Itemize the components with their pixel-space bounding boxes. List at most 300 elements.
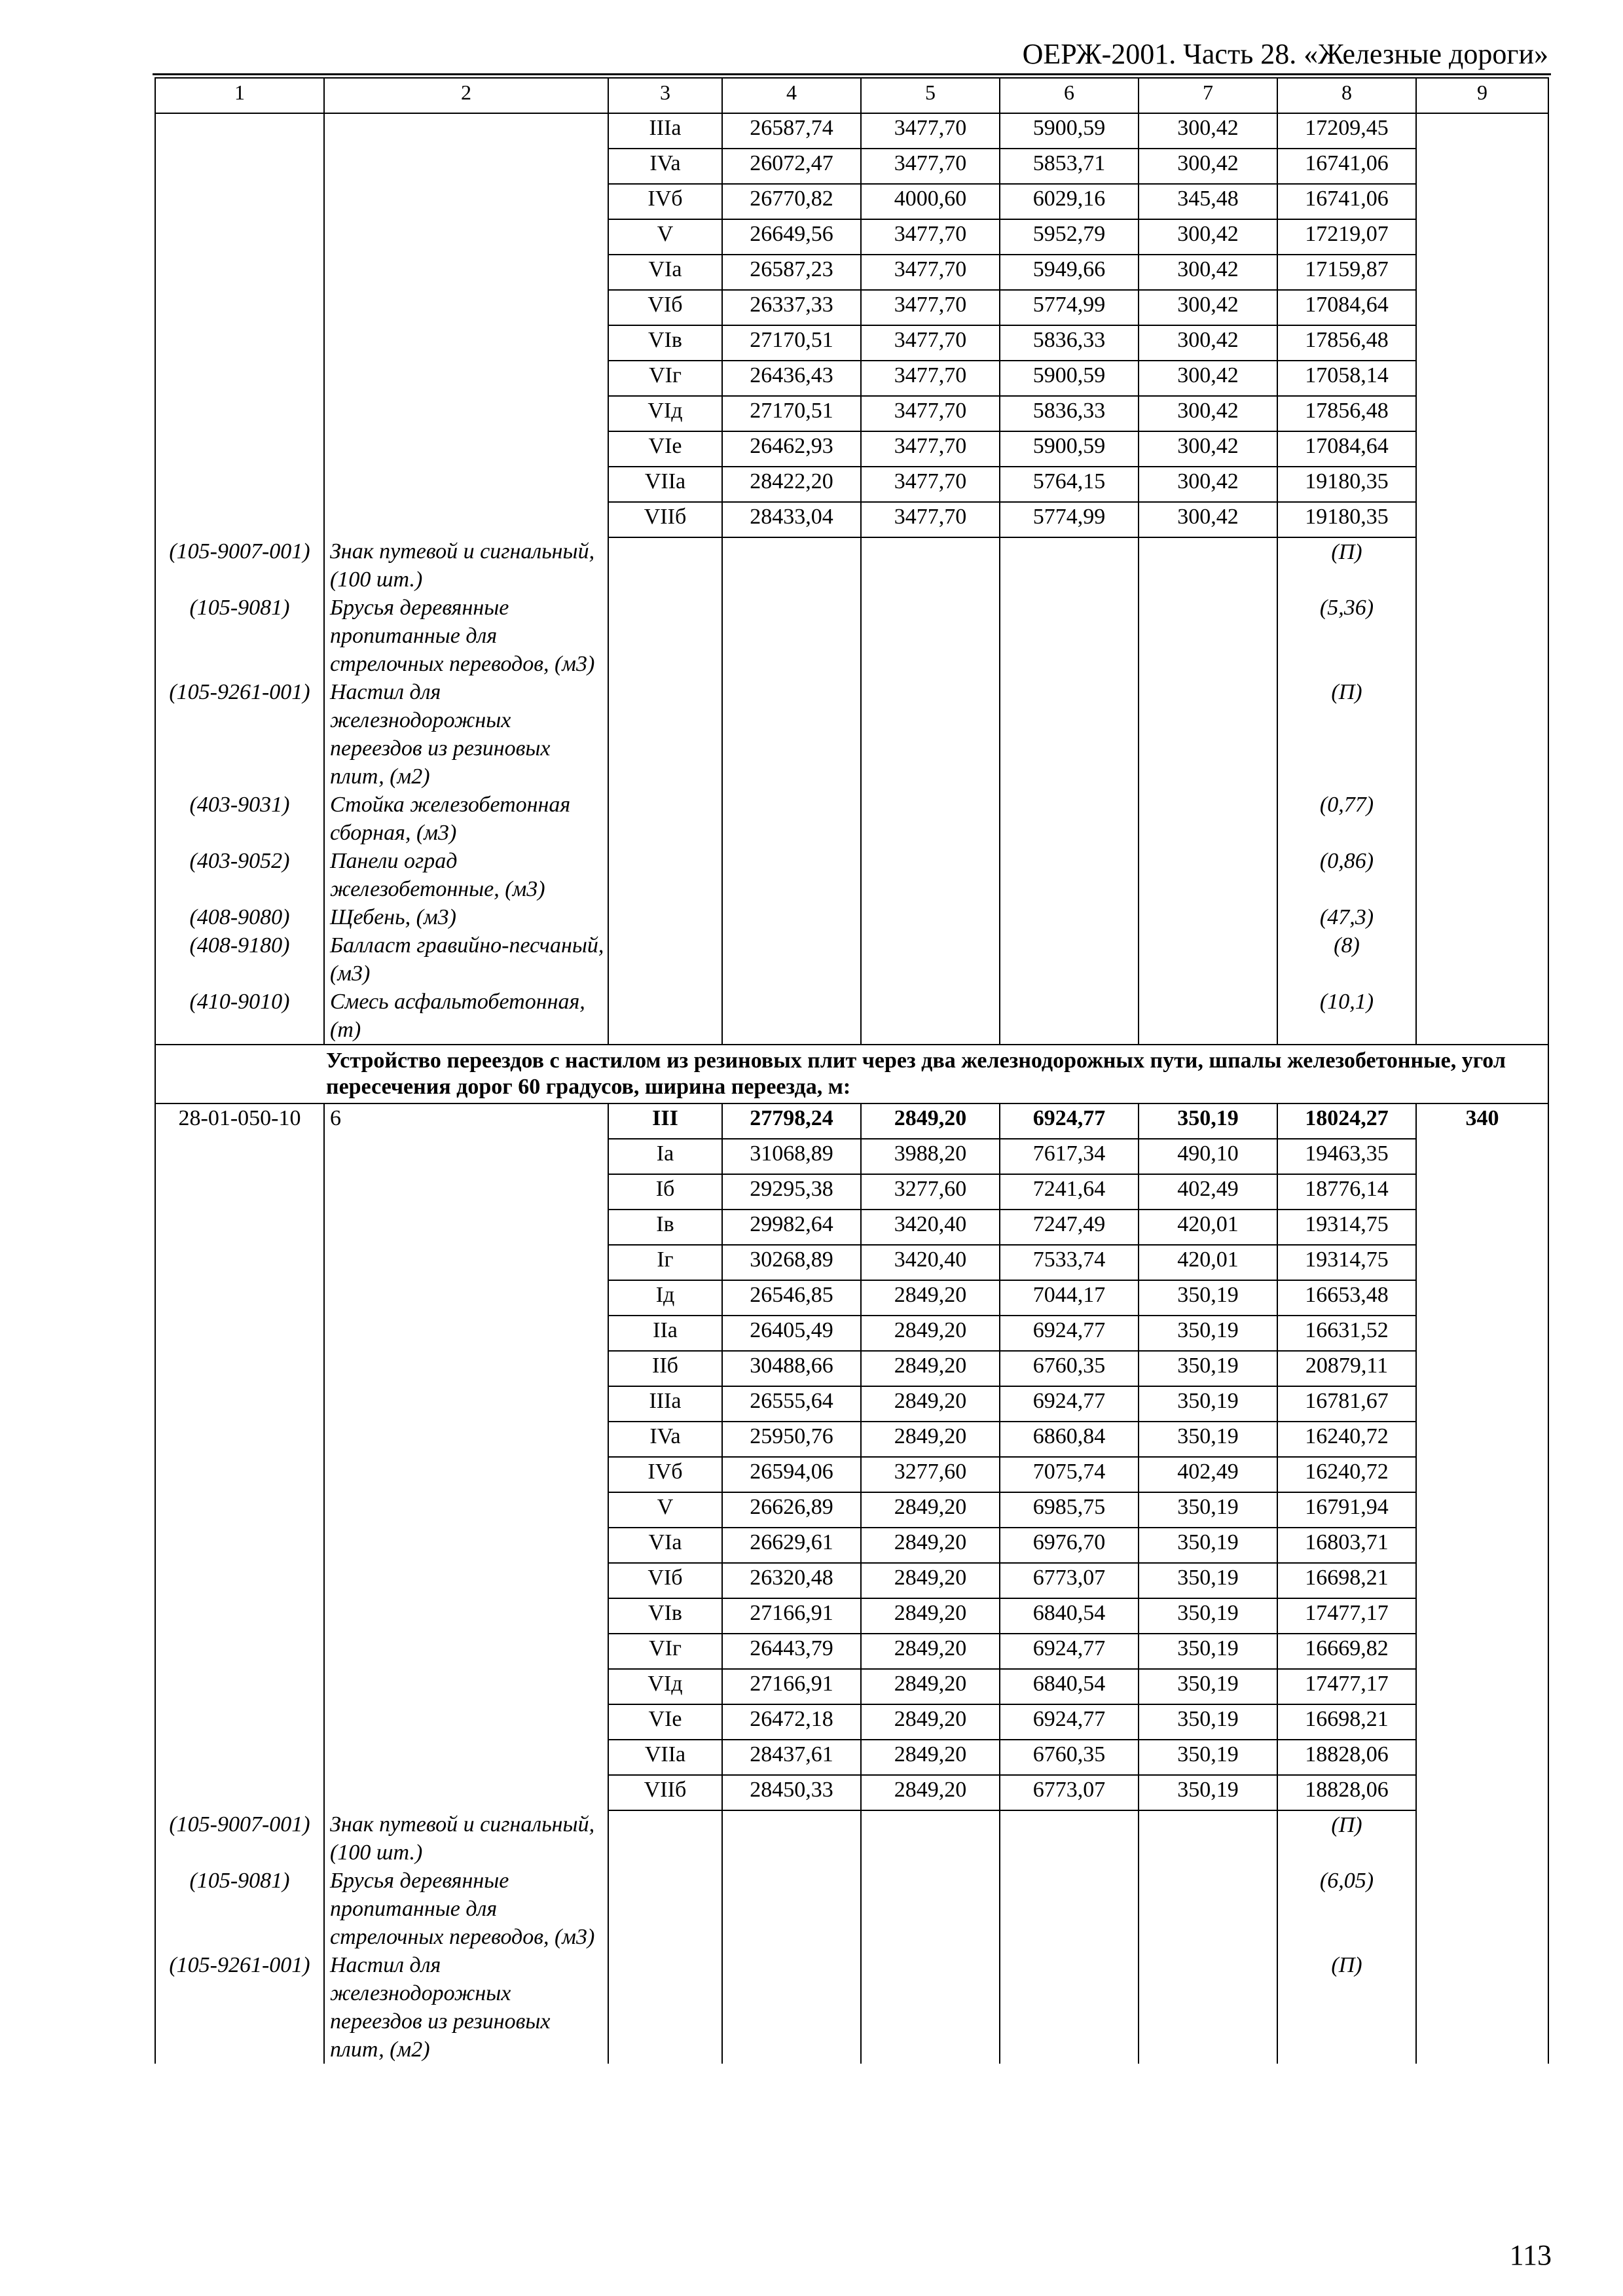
price-row: [155, 1280, 1548, 1316]
empty-cell: [1000, 1867, 1139, 1951]
material-qty: (47,3): [1277, 903, 1416, 931]
wage-cell: 2849,20: [861, 1280, 1000, 1316]
empty-cell: [155, 1174, 324, 1210]
empty-cell: [722, 847, 861, 903]
zone-cell: VIг: [608, 1634, 722, 1669]
zone-cell: VIa: [608, 1528, 722, 1563]
rate-total-cell: 26320,48: [722, 1563, 861, 1598]
empty-cell: [1000, 903, 1139, 931]
machines-cell: 5774,99: [1000, 502, 1139, 537]
empty-cell: [1000, 988, 1139, 1045]
empty-cell: [324, 1174, 608, 1210]
material-name: Настил для железнодорожных переездов из резиновых плит, (м2): [324, 1951, 608, 2064]
material-code: (403-9031): [155, 791, 324, 847]
zone-cell: Iг: [608, 1245, 722, 1280]
machines-cell: 6840,54: [1000, 1669, 1139, 1704]
machines-cell: 6760,35: [1000, 1740, 1139, 1775]
rate-total-cell: 31068,89: [722, 1139, 861, 1174]
rate-total-cell: 26587,23: [722, 255, 861, 290]
price-row: [155, 1139, 1548, 1174]
wage-cell: 4000,60: [861, 184, 1000, 219]
material-qty: (П): [1277, 537, 1416, 594]
machines-cell: 5949,66: [1000, 255, 1139, 290]
rate-total-cell: 26462,93: [722, 431, 861, 467]
zone-cell: Iд: [608, 1280, 722, 1316]
column-number: 1: [155, 78, 324, 113]
column-number: 6: [1000, 78, 1139, 113]
machines-cell: 5764,15: [1000, 467, 1139, 502]
rate-total-cell: 28433,04: [722, 502, 861, 537]
empty-cell: [608, 537, 722, 594]
zone-cell: V: [608, 219, 722, 255]
machines-cell: 5853,71: [1000, 149, 1139, 184]
column-number: 7: [1139, 78, 1277, 113]
empty-cell: [861, 931, 1000, 988]
empty-cell: [1000, 931, 1139, 988]
empty-cell: [155, 1457, 324, 1492]
empty-cell: [155, 502, 324, 537]
price-row: [155, 1210, 1548, 1245]
price-row: [155, 1245, 1548, 1280]
empty-cell: [324, 219, 608, 255]
empty-cell: [155, 1316, 324, 1351]
empty-cell: [324, 1528, 608, 1563]
machines-cell: 6985,75: [1000, 1492, 1139, 1528]
material-code: (403-9052): [155, 847, 324, 903]
materials-cell: 17856,48: [1277, 396, 1416, 431]
zone-cell: VIд: [608, 396, 722, 431]
empty-cell: [722, 594, 861, 678]
material-row: [155, 1951, 1548, 2064]
machines-cell: 5952,79: [1000, 219, 1139, 255]
empty-cell: [1416, 396, 1548, 431]
materials-cell: 19180,35: [1277, 502, 1416, 537]
empty-cell: [324, 184, 608, 219]
empty-cell: [1000, 537, 1139, 594]
empty-cell: [155, 431, 324, 467]
rate-total-cell: 26626,89: [722, 1492, 861, 1528]
machinist-wage-cell: 350,19: [1139, 1775, 1277, 1810]
rate-total-cell: 26337,33: [722, 290, 861, 325]
column-number: 2: [324, 78, 608, 113]
empty-cell: [722, 791, 861, 847]
machines-cell: 5900,59: [1000, 113, 1139, 149]
machinist-wage-cell: 490,10: [1139, 1139, 1277, 1174]
price-row: [155, 219, 1548, 255]
wage-cell: 2849,20: [861, 1775, 1000, 1810]
material-name: Настил для железнодорожных переездов из резиновых плит, (м2): [324, 678, 608, 791]
machines-cell: 5836,33: [1000, 396, 1139, 431]
machines-cell: 6029,16: [1000, 184, 1139, 219]
empty-cell: [1416, 1634, 1548, 1669]
machinist-wage-cell: 300,42: [1139, 325, 1277, 361]
empty-cell: [1416, 1210, 1548, 1245]
empty-cell: [608, 1951, 722, 2064]
wage-cell: 3988,20: [861, 1139, 1000, 1174]
rate-total-cell: 28422,20: [722, 467, 861, 502]
empty-cell: [1139, 1810, 1277, 1867]
empty-cell: [1139, 594, 1277, 678]
empty-cell: [1416, 988, 1548, 1045]
empty-cell: [1416, 255, 1548, 290]
empty-cell: [324, 1492, 608, 1528]
machines-cell: 6860,84: [1000, 1422, 1139, 1457]
empty-cell: [1416, 149, 1548, 184]
machinist-wage-cell: 420,01: [1139, 1210, 1277, 1245]
empty-cell: [155, 1422, 324, 1457]
machines-cell: 6760,35: [1000, 1351, 1139, 1386]
empty-cell: [608, 1810, 722, 1867]
empty-cell: [324, 1775, 608, 1810]
price-row: [155, 1174, 1548, 1210]
material-code: (105-9261-001): [155, 1951, 324, 2064]
rate-total-cell: 27170,51: [722, 325, 861, 361]
wage-cell: 2849,20: [861, 1740, 1000, 1775]
wage-cell: 3477,70: [861, 290, 1000, 325]
material-qty: (П): [1277, 1810, 1416, 1867]
rate-total-cell: 26546,85: [722, 1280, 861, 1316]
empty-cell: [324, 431, 608, 467]
material-row: [155, 594, 1548, 678]
machinist-wage-cell: 350,19: [1139, 1386, 1277, 1422]
materials-cell: 17058,14: [1277, 361, 1416, 396]
price-row: [155, 1422, 1548, 1457]
empty-cell: [324, 1598, 608, 1634]
empty-cell: [1000, 847, 1139, 903]
zone-cell: IIIa: [608, 113, 722, 149]
machinist-wage-cell: 300,42: [1139, 396, 1277, 431]
empty-cell: [1416, 1598, 1548, 1634]
zone-cell: IIб: [608, 1351, 722, 1386]
price-row: [155, 1634, 1548, 1669]
empty-cell: [1139, 791, 1277, 847]
material-code: (105-9261-001): [155, 678, 324, 791]
materials-cell: 18024,27: [1277, 1103, 1416, 1139]
empty-cell: [1416, 678, 1548, 791]
machinist-wage-cell: 350,19: [1139, 1351, 1277, 1386]
price-row: [155, 1563, 1548, 1598]
price-row: [155, 184, 1548, 219]
empty-cell: [1000, 594, 1139, 678]
empty-cell: [324, 1740, 608, 1775]
empty-cell: [1416, 1245, 1548, 1280]
empty-cell: [608, 847, 722, 903]
rate-total-cell: 27166,91: [722, 1669, 861, 1704]
column-number: 5: [861, 78, 1000, 113]
zone-cell: III: [608, 1103, 722, 1139]
rate-parameter: 6: [324, 1103, 608, 1139]
empty-cell: [1416, 219, 1548, 255]
zone-cell: IIIa: [608, 1386, 722, 1422]
wage-cell: 2849,20: [861, 1351, 1000, 1386]
empty-cell: [1416, 903, 1548, 931]
empty-cell: [1139, 903, 1277, 931]
empty-cell: [1000, 1810, 1139, 1867]
column-number: 8: [1277, 78, 1416, 113]
wage-cell: 2849,20: [861, 1563, 1000, 1598]
material-code: (408-9180): [155, 931, 324, 988]
material-name: Щебень, (м3): [324, 903, 608, 931]
zone-cell: VIв: [608, 1598, 722, 1634]
machinist-wage-cell: 300,42: [1139, 290, 1277, 325]
empty-cell: [324, 290, 608, 325]
rate-total-cell: 26770,82: [722, 184, 861, 219]
rate-total-cell: 29295,38: [722, 1174, 861, 1210]
empty-cell: [324, 502, 608, 537]
machinist-wage-cell: 350,19: [1139, 1598, 1277, 1634]
empty-cell: [1416, 847, 1548, 903]
machinist-wage-cell: 402,49: [1139, 1457, 1277, 1492]
zone-cell: Iб: [608, 1174, 722, 1210]
rate-code: 28-01-050-10: [155, 1103, 324, 1139]
price-row: [155, 1528, 1548, 1563]
rates-table: [155, 77, 1549, 2064]
material-code: (105-9007-001): [155, 537, 324, 594]
zone-cell: Iв: [608, 1210, 722, 1245]
wage-cell: 2849,20: [861, 1528, 1000, 1563]
empty-cell: [722, 1810, 861, 1867]
rate-total-cell: 26594,06: [722, 1457, 861, 1492]
machinist-wage-cell: 300,42: [1139, 361, 1277, 396]
machines-cell: 6924,77: [1000, 1386, 1139, 1422]
empty-cell: [861, 903, 1000, 931]
column-number-row: [155, 78, 1548, 113]
page-number: 113: [1509, 2239, 1552, 2271]
wage-cell: 3477,70: [861, 502, 1000, 537]
material-code: (105-9007-001): [155, 1810, 324, 1867]
materials-cell: 17084,64: [1277, 431, 1416, 467]
empty-cell: [608, 791, 722, 847]
empty-cell: [1139, 988, 1277, 1045]
empty-cell: [608, 988, 722, 1045]
empty-cell: [722, 1867, 861, 1951]
materials-cell: 17477,17: [1277, 1598, 1416, 1634]
zone-cell: VIд: [608, 1669, 722, 1704]
empty-cell: [324, 1351, 608, 1386]
zone-cell: Ia: [608, 1139, 722, 1174]
empty-cell: [722, 1951, 861, 2064]
section-title: Устройство переездов с настилом из резиновых плит через два железнодорожных пути, шпалы железобетонные, угол пересечения дорог 60 градусов, ширина переезда, м:: [155, 1045, 1548, 1103]
price-row: [155, 1740, 1548, 1775]
rate-total-cell: 26649,56: [722, 219, 861, 255]
machines-cell: 7533,74: [1000, 1245, 1139, 1280]
materials-cell: 19314,75: [1277, 1245, 1416, 1280]
machines-cell: 7044,17: [1000, 1280, 1139, 1316]
machines-cell: 5900,59: [1000, 431, 1139, 467]
empty-cell: [1139, 847, 1277, 903]
empty-cell: [1416, 184, 1548, 219]
machines-cell: 6976,70: [1000, 1528, 1139, 1563]
material-row: [155, 537, 1548, 594]
wage-cell: 2849,20: [861, 1598, 1000, 1634]
machinist-wage-cell: 350,19: [1139, 1634, 1277, 1669]
empty-cell: [155, 255, 324, 290]
empty-cell: [1416, 1704, 1548, 1740]
zone-cell: IIa: [608, 1316, 722, 1351]
material-qty: (5,36): [1277, 594, 1416, 678]
wage-cell: 3420,40: [861, 1210, 1000, 1245]
zone-cell: VIб: [608, 290, 722, 325]
empty-cell: [1139, 678, 1277, 791]
materials-cell: 17856,48: [1277, 325, 1416, 361]
material-name: Балласт гравийно-песчаный, (м3): [324, 931, 608, 988]
zone-cell: IVб: [608, 184, 722, 219]
machinist-wage-cell: 300,42: [1139, 149, 1277, 184]
material-code: (410-9010): [155, 988, 324, 1045]
zone-cell: VIб: [608, 1563, 722, 1598]
empty-cell: [1416, 1422, 1548, 1457]
empty-cell: [1416, 791, 1548, 847]
empty-cell: [1416, 537, 1548, 594]
machines-cell: 5774,99: [1000, 290, 1139, 325]
materials-cell: 16240,72: [1277, 1457, 1416, 1492]
materials-cell: 16240,72: [1277, 1422, 1416, 1457]
wage-cell: 3477,70: [861, 431, 1000, 467]
zone-cell: VIe: [608, 431, 722, 467]
price-row: [155, 1775, 1548, 1810]
empty-cell: [608, 1867, 722, 1951]
materials-cell: 16631,52: [1277, 1316, 1416, 1351]
price-row: [155, 396, 1548, 431]
material-row: [155, 988, 1548, 1045]
machines-cell: 5900,59: [1000, 361, 1139, 396]
empty-cell: [1416, 325, 1548, 361]
wage-cell: 3477,70: [861, 113, 1000, 149]
material-name: Стойка железобетонная сборная, (м3): [324, 791, 608, 847]
empty-cell: [1416, 594, 1548, 678]
rate-total-cell: 27798,24: [722, 1103, 861, 1139]
wage-cell: 2849,20: [861, 1103, 1000, 1139]
material-qty: (0,86): [1277, 847, 1416, 903]
empty-cell: [608, 678, 722, 791]
material-name: Знак путевой и сигнальный, (100 шт.): [324, 1810, 608, 1867]
materials-cell: 17159,87: [1277, 255, 1416, 290]
material-name: Брусья деревянные пропитанные для стрелочных переводов, (м3): [324, 594, 608, 678]
machines-cell: 7247,49: [1000, 1210, 1139, 1245]
empty-cell: [324, 1634, 608, 1669]
price-row: [155, 1704, 1548, 1740]
machines-cell: 5836,33: [1000, 325, 1139, 361]
empty-cell: [155, 1351, 324, 1386]
empty-cell: [155, 361, 324, 396]
price-row: [155, 1457, 1548, 1492]
machinist-wage-cell: 300,42: [1139, 431, 1277, 467]
price-row: [155, 1316, 1548, 1351]
machines-cell: 6924,77: [1000, 1103, 1139, 1139]
empty-cell: [324, 1280, 608, 1316]
price-row: [155, 361, 1548, 396]
empty-cell: [155, 290, 324, 325]
machines-cell: 6924,77: [1000, 1704, 1139, 1740]
empty-cell: [155, 1386, 324, 1422]
machines-cell: 6840,54: [1000, 1598, 1139, 1634]
machinist-wage-cell: 345,48: [1139, 184, 1277, 219]
empty-cell: [861, 847, 1000, 903]
wage-cell: 3477,70: [861, 149, 1000, 184]
empty-cell: [1416, 1810, 1548, 1867]
machinist-wage-cell: 350,19: [1139, 1422, 1277, 1457]
wage-cell: 3477,70: [861, 219, 1000, 255]
machines-cell: 6924,77: [1000, 1316, 1139, 1351]
material-name: Панели оград железобетонные, (м3): [324, 847, 608, 903]
material-name: Знак путевой и сигнальный, (100 шт.): [324, 537, 608, 594]
rate-total-cell: 26555,64: [722, 1386, 861, 1422]
empty-cell: [861, 594, 1000, 678]
material-code: (105-9081): [155, 594, 324, 678]
wage-cell: 3477,70: [861, 325, 1000, 361]
machinist-wage-cell: 350,19: [1139, 1280, 1277, 1316]
material-row: [155, 1810, 1548, 1867]
empty-cell: [1139, 931, 1277, 988]
empty-cell: [1416, 1386, 1548, 1422]
rate-total-cell: 30268,89: [722, 1245, 861, 1280]
materials-cell: 16741,06: [1277, 184, 1416, 219]
zone-cell: VIIб: [608, 502, 722, 537]
price-row: [155, 325, 1548, 361]
empty-cell: [155, 1245, 324, 1280]
empty-cell: [324, 1457, 608, 1492]
materials-cell: 19180,35: [1277, 467, 1416, 502]
material-row: [155, 903, 1548, 931]
column-number: 3: [608, 78, 722, 113]
material-code: (408-9080): [155, 903, 324, 931]
empty-cell: [155, 1492, 324, 1528]
rate-total-cell: 27170,51: [722, 396, 861, 431]
rate-total-cell: 30488,66: [722, 1351, 861, 1386]
empty-cell: [324, 1704, 608, 1740]
rate-total-cell: 27166,91: [722, 1598, 861, 1634]
price-row: [155, 1492, 1548, 1528]
empty-cell: [1416, 1740, 1548, 1775]
empty-cell: [1139, 1867, 1277, 1951]
price-row: [155, 1386, 1548, 1422]
materials-cell: 16653,48: [1277, 1280, 1416, 1316]
empty-cell: [155, 325, 324, 361]
empty-cell: [155, 1669, 324, 1704]
empty-cell: [324, 1669, 608, 1704]
empty-cell: [1139, 1951, 1277, 2064]
materials-cell: 16698,21: [1277, 1704, 1416, 1740]
rate-total-cell: 26405,49: [722, 1316, 861, 1351]
zone-cell: VIIa: [608, 1740, 722, 1775]
empty-cell: [1416, 1280, 1548, 1316]
machinist-wage-cell: 350,19: [1139, 1316, 1277, 1351]
empty-cell: [155, 467, 324, 502]
price-row: [155, 502, 1548, 537]
empty-cell: [861, 1810, 1000, 1867]
empty-cell: [1416, 1316, 1548, 1351]
wage-cell: 3477,70: [861, 361, 1000, 396]
empty-cell: [155, 1528, 324, 1563]
machinist-wage-cell: 300,42: [1139, 219, 1277, 255]
empty-cell: [324, 396, 608, 431]
price-row: [155, 290, 1548, 325]
rate-total-cell: 29982,64: [722, 1210, 861, 1245]
empty-cell: [608, 931, 722, 988]
materials-cell: 18828,06: [1277, 1775, 1416, 1810]
wage-cell: 2849,20: [861, 1634, 1000, 1669]
zone-cell: IVб: [608, 1457, 722, 1492]
empty-cell: [155, 1775, 324, 1810]
materials-cell: 19463,35: [1277, 1139, 1416, 1174]
machines-cell: 7075,74: [1000, 1457, 1139, 1492]
rate-total-cell: 26443,79: [722, 1634, 861, 1669]
wage-cell: 3420,40: [861, 1245, 1000, 1280]
column-number: 4: [722, 78, 861, 113]
empty-cell: [324, 149, 608, 184]
empty-cell: [324, 1210, 608, 1245]
machinist-wage-cell: 350,19: [1139, 1103, 1277, 1139]
